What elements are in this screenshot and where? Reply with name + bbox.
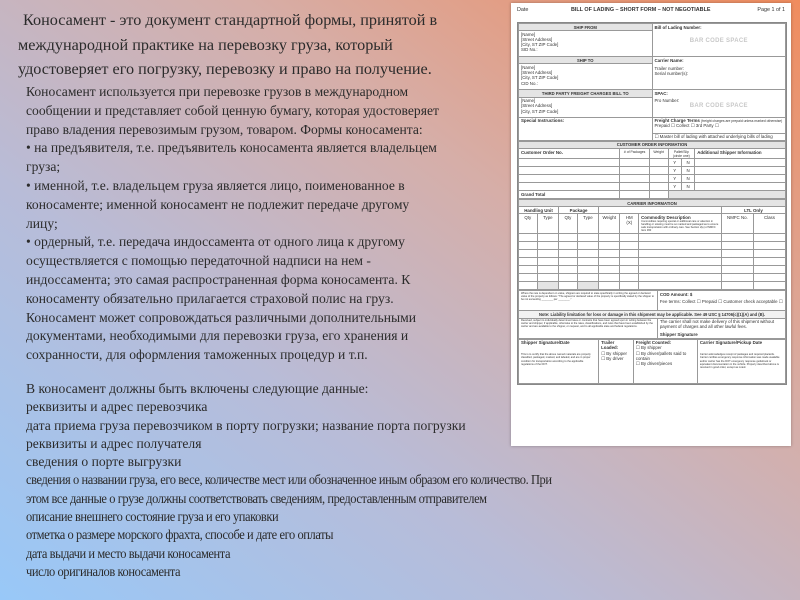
col-type: Type bbox=[537, 214, 558, 234]
carrier-total-row bbox=[519, 282, 786, 290]
col-type: Type bbox=[577, 214, 598, 234]
freight-terms-cell bbox=[652, 117, 786, 133]
order-row bbox=[519, 183, 786, 191]
address-line: [Name] bbox=[521, 31, 536, 37]
col-qty: Qty bbox=[559, 214, 578, 234]
order-row bbox=[519, 175, 786, 183]
col-pallet-slip: Pallet/Slip (circle one) bbox=[668, 149, 695, 159]
no-mark: N bbox=[681, 159, 694, 167]
intro-paragraph bbox=[18, 8, 508, 82]
carrier-row bbox=[519, 250, 786, 258]
carrier-sig-title: Carrier Signature/Pickup Date bbox=[699, 340, 763, 346]
master-bol-checkbox: ☐ Master bill of lading with attached underlying bills of lading bbox=[652, 133, 786, 140]
description-line: Коносамент может сопровождаться различными дополнительными bbox=[26, 309, 416, 325]
freight-terms-note: (freight charges are prepaid unless marked otherwise) bbox=[701, 119, 783, 124]
grand-total-row bbox=[519, 191, 786, 199]
description-line: сообщении и представляет собой ценную бумагу, которая удостоверяет bbox=[26, 102, 439, 118]
customer-order-header: CUSTOMER ORDER INFORMATION bbox=[519, 141, 786, 148]
no-mark: N bbox=[681, 167, 694, 175]
description-line: Коносамент используется при перевозке грузов в международном bbox=[26, 84, 409, 99]
description-line: груза; bbox=[26, 159, 61, 175]
description-line: сохранности, для оформления таможенных процедур и т.п. bbox=[26, 347, 368, 363]
third-party-address bbox=[519, 97, 653, 117]
barcode-space: BAR CODE SPACE bbox=[689, 37, 748, 44]
trailer-number-label: Trailer number: bbox=[654, 65, 685, 71]
shipper-signature-date-cell bbox=[519, 339, 599, 383]
carrier-info-table bbox=[518, 199, 786, 290]
carrier-delivery-cell bbox=[657, 318, 785, 338]
yes-mark: Y bbox=[668, 159, 681, 167]
address-line: [Name] bbox=[521, 64, 536, 70]
yes-mark: Y bbox=[668, 183, 681, 191]
ship-to-header: SHIP TO bbox=[519, 57, 653, 64]
yes-mark: Y bbox=[668, 167, 681, 175]
shipper-sig-date-text: This is to certify that the above named materials are properly classified, packaged, marked, and labeled, and are in proper condition for transportation according to the applicable regulations of the DOT. bbox=[521, 353, 591, 366]
address-line: CID No.: bbox=[521, 80, 538, 86]
address-line: [City, ST ZIP Code] bbox=[521, 42, 559, 48]
trailer-loaded-option: ☐ By driver bbox=[601, 355, 624, 361]
shipper-signature-label: Shipper Signature bbox=[659, 331, 698, 337]
address-line: [City, ST ZIP Code] bbox=[521, 75, 559, 81]
order-row bbox=[519, 159, 786, 167]
liability-note: Note: Liability limitation for loss or damage in this shipment may be applicable. See 49 USC § 14706(c)(1)(A) and (B). bbox=[519, 311, 786, 318]
address-line: [Street Address] bbox=[521, 36, 553, 42]
cod-amount-label: COD Amount: $ bbox=[659, 291, 693, 297]
bol-form-frame bbox=[517, 22, 787, 385]
carrier-sig-text: Carrier acknowledges receipt of packages and required placards. Carrier certifies emergency response information was made available and/or carrier has the DOT emergency response guidebook or equivalent documentation in the vehicle. Property described above is received in good order, except as noted. bbox=[699, 353, 780, 369]
commodity-title: Commodity Description bbox=[641, 214, 691, 220]
col-qty: Qty bbox=[519, 214, 538, 234]
description-line: индоссамента; это самая распространенная форма коносамента. К bbox=[26, 271, 411, 287]
description-line: право владения перевозимым грузом, товаром. Формы коносамента: bbox=[26, 121, 423, 137]
freight-counted-cell bbox=[633, 339, 697, 383]
col-additional-info: Additional Shipper Information bbox=[695, 149, 786, 159]
carrier-row bbox=[519, 234, 786, 242]
description-line: • ордерный, т.е. передача индоссамента от одного лица к другому bbox=[26, 234, 405, 250]
freight-terms-options: Prepaid ☐ Collect ☐ 3rd Party ☐ bbox=[654, 123, 719, 129]
yes-mark: Y bbox=[668, 175, 681, 183]
requirement-item: сведения о порте выгрузки bbox=[26, 454, 182, 470]
cod-cell bbox=[657, 291, 785, 311]
requirement-item: число оригиналов коносамента bbox=[26, 563, 181, 579]
commodity-description-cell bbox=[639, 214, 722, 234]
bill-of-lading-form-image bbox=[511, 3, 791, 446]
ship-from-header: SHIP FROM bbox=[519, 24, 653, 31]
address-line: [City, ST ZIP Code] bbox=[521, 108, 559, 114]
bol-page-number: Page 1 of 1 bbox=[757, 7, 785, 13]
declared-value-note: Where the rate is dependent on value, shippers are required to state specifically in writing the agreed or declared value of the property as follows: "The agreed or declared value of the property is specifically stated by the shipper to be not exceeding ________ per ________." bbox=[519, 291, 658, 311]
order-row bbox=[519, 167, 786, 175]
carrier-name-label: Carrier Name: bbox=[654, 57, 684, 63]
carrier-row bbox=[519, 242, 786, 250]
freight-terms-label: Freight Charge Terms bbox=[654, 118, 700, 124]
trailer-loaded-cell bbox=[599, 339, 634, 383]
no-mark: N bbox=[681, 183, 694, 191]
handling-unit-group: Handling Unit bbox=[519, 207, 559, 214]
package-group: Package bbox=[559, 207, 599, 214]
requirement-item: дата приема груза перевозчиком в порту погрузки; название порта погрузки bbox=[26, 417, 466, 433]
col-hm: HM (X) bbox=[620, 214, 639, 234]
freight-counted-option: ☐ By driver/pallets said to contain bbox=[635, 350, 687, 361]
customer-order-table bbox=[518, 141, 786, 199]
carrier-signature-cell bbox=[697, 339, 785, 383]
received-note: Received, subject to individually determined rates or contracts that have been agreed upon in writing between the carrier and shipper, if applicable, otherwise to the rates, classifications, and rules that have been established by the carrier and are available to the shipper, on request, and to all applicable state and federal regulations. bbox=[519, 318, 658, 338]
bol-number-cell bbox=[652, 24, 786, 57]
address-line: [Street Address] bbox=[521, 103, 553, 109]
bol-parties-table bbox=[518, 23, 786, 141]
freight-counted-title: Freight Counted: bbox=[635, 340, 672, 346]
description-line: коносаменту обязательно прилагается страховой полис на груз. bbox=[26, 290, 394, 306]
description-paragraph bbox=[26, 83, 506, 365]
bol-date-label: Date bbox=[517, 7, 529, 13]
ship-to-address bbox=[519, 64, 653, 90]
col-nmfc: NMFC No. bbox=[721, 214, 753, 234]
pro-number-label: Pro Number: bbox=[654, 98, 680, 104]
carrier-delivery-text: The carrier shall not make delivery of this shipment without payment of charges and all other lawful fees. bbox=[659, 319, 775, 330]
description-line: • именной, т.е. владельцем груза является лицо, поименованное в bbox=[26, 177, 405, 193]
requirement-item: описание внешнего состояние груза и его упаковки bbox=[26, 509, 279, 525]
freight-counted-option: ☐ By shipper bbox=[635, 345, 662, 351]
address-line: [Name] bbox=[521, 98, 536, 104]
col-class: Class bbox=[753, 214, 785, 234]
description-line: документами, необходимыми для перевозки груза, его хранения и bbox=[26, 328, 409, 344]
bol-header bbox=[517, 8, 785, 16]
col-customer-order-no: Customer Order No. bbox=[519, 149, 620, 159]
no-mark: N bbox=[681, 175, 694, 183]
scac-label: SPAC: bbox=[654, 90, 668, 96]
col-weight: Weight bbox=[599, 214, 620, 234]
intro-line: международной практике на перевозку груза, который bbox=[18, 35, 393, 54]
third-party-header: THIRD PARTY FREIGHT CHARGES BILL TO bbox=[519, 90, 653, 97]
signatures-table bbox=[518, 339, 786, 384]
shipper-sig-date-title: Shipper Signature/Date bbox=[521, 340, 570, 346]
col-weight: Weight bbox=[649, 149, 668, 159]
trailer-loaded-option: ☐ By shipper bbox=[601, 350, 627, 356]
requirement-item: дата выдачи и место выдачи коносамента bbox=[26, 545, 231, 561]
requirement-item: сведения о названии груза, его весе, количестве мест или обозначенное иным образом его количество. При bbox=[26, 472, 552, 488]
bol-number-label: Bill of Lading Number: bbox=[654, 24, 702, 30]
intro-line: Коносамент - это документ стандартной формы, принятой в bbox=[23, 11, 438, 29]
requirement-item: реквизиты и адрес перевозчика bbox=[26, 399, 208, 415]
grand-total-label: Grand Total bbox=[519, 191, 620, 199]
address-line: SID No.: bbox=[521, 47, 538, 53]
carrier-row bbox=[519, 266, 786, 274]
ltl-only-group: LTL Only bbox=[721, 207, 785, 214]
scac-cell bbox=[652, 90, 786, 117]
carrier-row bbox=[519, 258, 786, 266]
barcode-space: BAR CODE SPACE bbox=[689, 103, 748, 110]
carrier-cell bbox=[652, 57, 786, 90]
requirement-item: реквизиты и адрес получателя bbox=[26, 435, 202, 451]
value-cod-table bbox=[518, 290, 786, 338]
requirement-item: этом все данные о грузе должны соответствовать сведениям, предоставленным отправителем bbox=[26, 490, 487, 506]
serial-number-label: Serial number(s): bbox=[654, 71, 689, 77]
fee-terms: Fee terms: Collect ☐ Prepaid ☐ Customer check acceptable ☐ bbox=[659, 299, 783, 305]
description-line: • на предъявителя, т.е. предъявитель коносамента является владельцем bbox=[26, 140, 437, 156]
bol-title: BILL OF LADING – SHORT FORM – NOT NEGOTIABLE bbox=[571, 7, 711, 13]
requirements-heading: В коносамент должны быть включены следующие данные: bbox=[26, 381, 369, 396]
col-packages: # of Packages bbox=[620, 149, 649, 159]
description-line: лицу; bbox=[26, 215, 58, 231]
special-instructions: Special Instructions: bbox=[519, 117, 653, 140]
intro-line: удостоверяет его погрузку, перевозку и право на получение. bbox=[18, 60, 432, 78]
trailer-loaded-title: Trailer Loaded: bbox=[601, 340, 619, 351]
ship-from-address bbox=[519, 31, 653, 57]
freight-counted-option: ☐ By driver/pieces bbox=[635, 360, 673, 366]
requirement-item: отметка о размере морского фрахта, способе и дате его оплаты bbox=[26, 527, 334, 543]
description-line: осуществляется с помощью передаточной надписи на нем - bbox=[26, 253, 371, 269]
description-line: коносаменте; именной коносамент не подлежит передаче другому bbox=[26, 196, 410, 212]
address-line: [Street Address] bbox=[521, 70, 553, 76]
commodity-note: Commodities requiring special or additional care or attention in handling or stowing must be so marked and packaged as to ensure safe transportation with ordinary care. See Section 2(e) of NMFC Item 360 bbox=[641, 220, 719, 233]
carrier-row bbox=[519, 274, 786, 282]
carrier-info-header: CARRIER INFORMATION bbox=[519, 200, 786, 207]
